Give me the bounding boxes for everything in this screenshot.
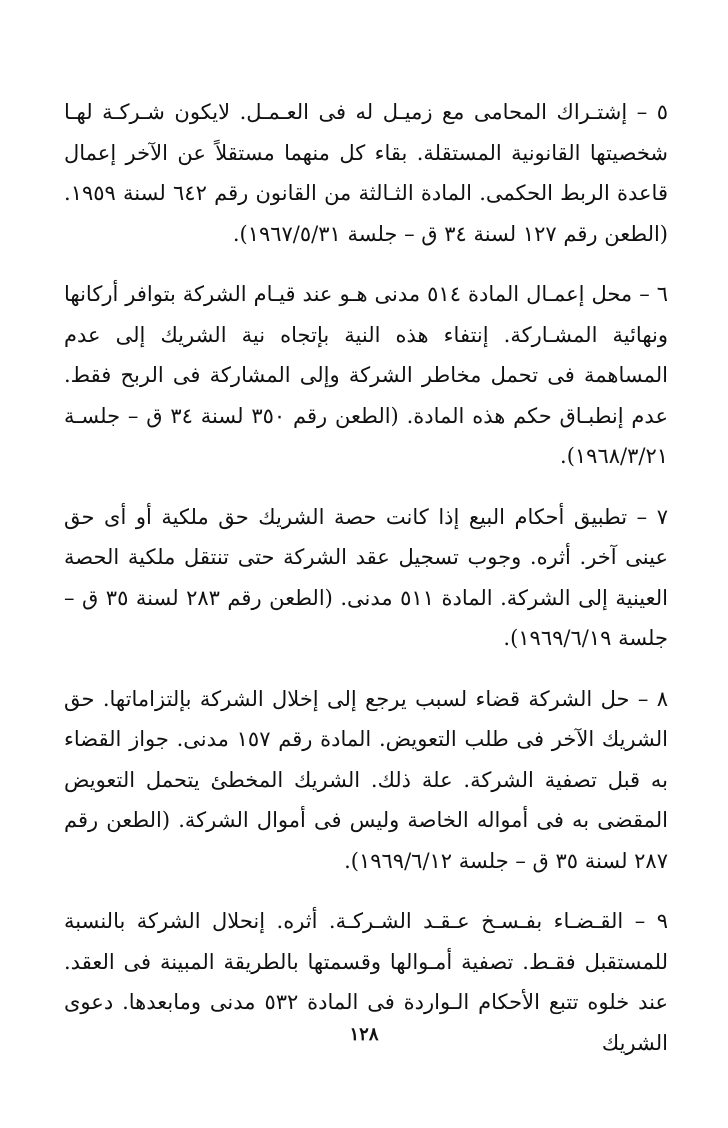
paragraph-text: محل إعمـال المادة ٥١٤ مدنى هـو عند قيـام الشركة بتوافر أركانها ونهائية المشـاركة. إنتفاء هذه النية بإتجاه نية الشريك إلى عدم المساهمة فى تحمل مخاطر الشركة وإلى المشاركة فى الربح فقط. عدم إنطبـاق حكم هذه المادة. (الطعن رقم ٣٥٠ لسنة ٣٤ ق – جلسـة ١٩٦٨/٣/٢١). — [64, 282, 668, 468]
paragraph-number: ٨ – — [637, 686, 668, 711]
paragraph-text: إشتـراك المحامى مع زميـل له فى العـمـل. لايكون شـركـة لهـا شخصيتها القانونية المستقلة. بقاء كل منهما مستقلاً عن الآخر إعمال قاعدة الربط الحكمى. المادة الثـالثة من القانون رقم ٦٤٢ لسنة ١٩٥٩. (الطعن رقم ١٢٧ لسنة ٣٤ ق – جلسة ١٩٦٧/٥/٣١). — [64, 100, 668, 246]
paragraph-number: ٦ – — [639, 282, 668, 306]
page-number: ١٢٨ — [349, 1024, 379, 1045]
paragraph-8 — [64, 679, 668, 882]
paragraph-text: تطبيق أحكام البيع إذا كانت حصة الشريك حق ملكية أو أى حق عينى آخر. أثره. وجوب تسجيل عقد الشركة حتى تنتقل ملكية الحصة العينية إلى الشركة. المادة ٥١١ مدنى. (الطعن رقم ٢٨٣ لسنة ٣٥ ق – جلسة ١٩٦٩/٦/١٩). — [64, 504, 668, 650]
paragraph-number: ٧ – — [636, 504, 668, 529]
paragraph-7 — [64, 497, 668, 659]
paragraph-6 — [64, 274, 668, 477]
page-body — [64, 92, 668, 1083]
paragraph-number: ٥ – — [636, 100, 668, 124]
paragraph-text: حل الشركة قضاء لسبب يرجع إلى إخلال الشركة بإلتزاماتها. حق الشريك الآخر فى طلب التعويض. المادة رقم ١٥٧ مدنى. جواز القضاء به قبل تصفية الشركة. علة ذلك. الشريك المخطئ يتحمل التعويض المقضى به فى أمواله الخاصة وليس فى أموال الشركة. (الطعن رقم ٢٨٧ لسنة ٣٥ ق – جلسة ١٩٦٩/٦/١٢). — [64, 686, 668, 873]
paragraph-number: ٩ – — [634, 909, 668, 933]
paragraph-5 — [64, 92, 668, 254]
paragraph-text: القـضـاء بفـسـخ عـقـد الشـركـة. أثره. إنحلال الشركة بالنسبة للمستقبل فقـط. تصفية أمـوالها وقسمتها بالطريقة المبينة فى العقد. عند خلوه تتبع الأحكام الـواردة فى المادة ٥٣٢ مدنى ومابعدها. دعوى الشريك — [64, 909, 668, 1055]
